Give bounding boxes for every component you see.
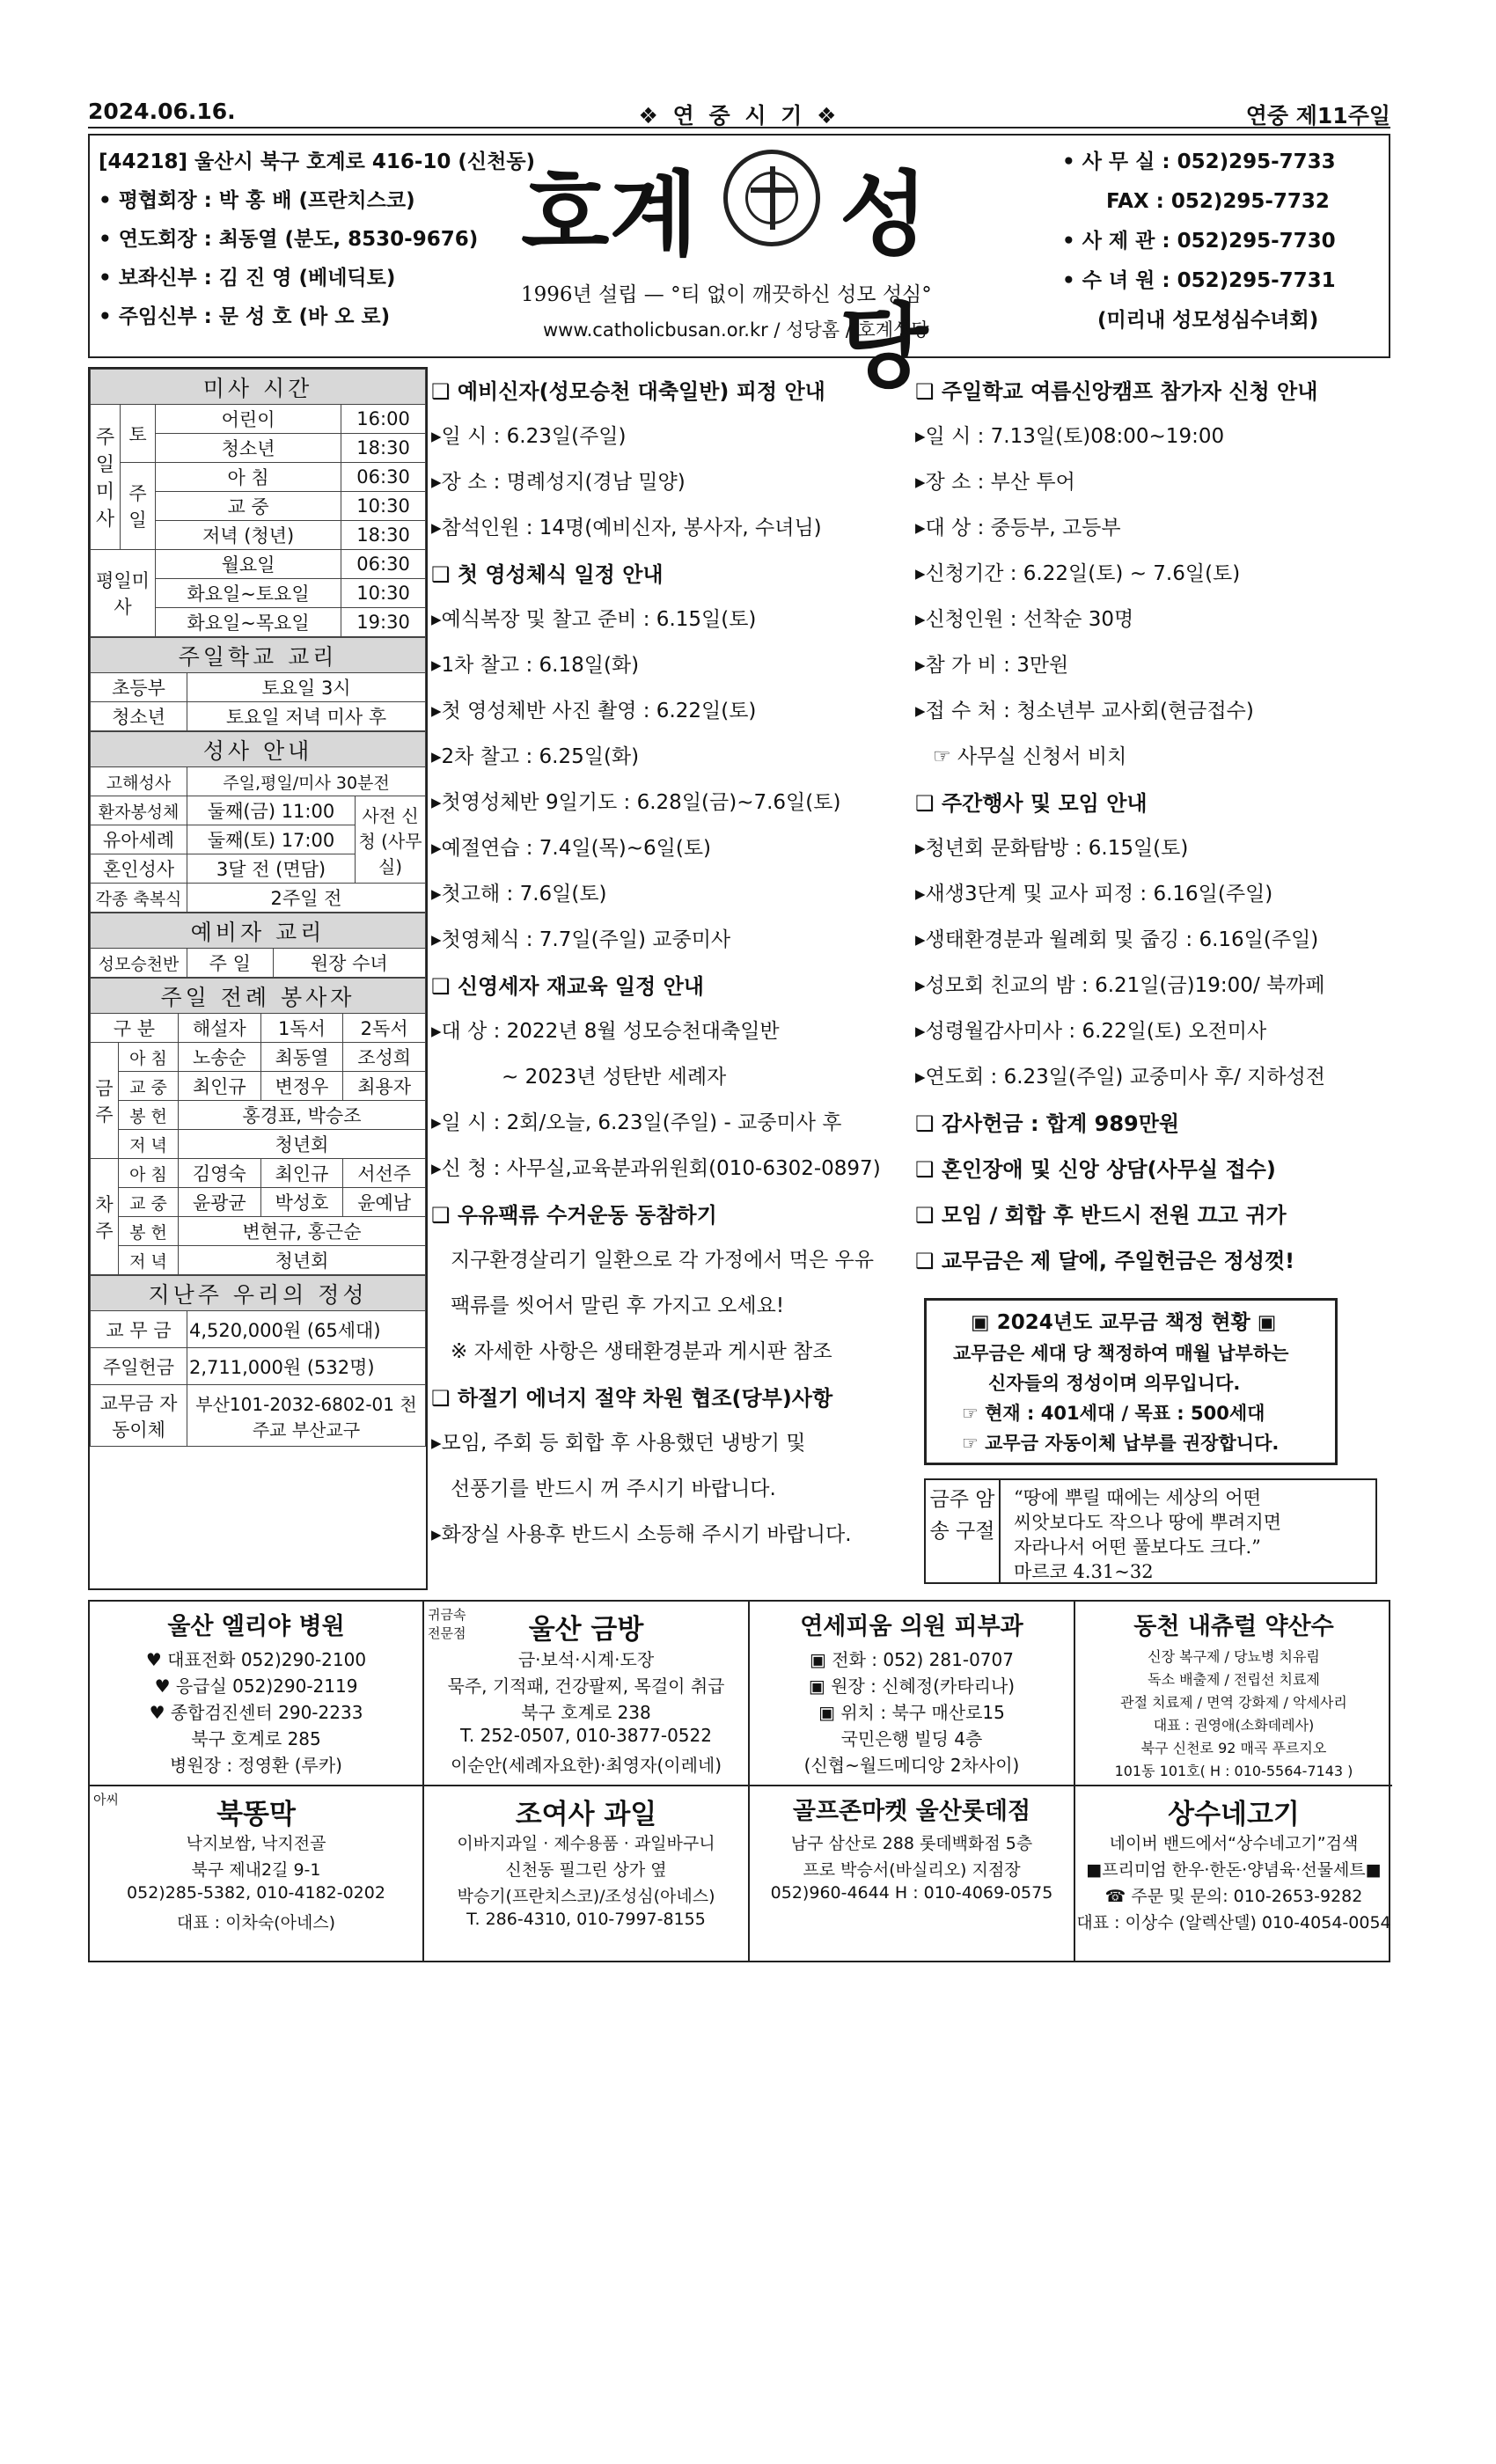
schedule-table [90, 369, 426, 637]
notice-line: ▸청년회 문화탐방 : 6.15일(토) [915, 837, 1189, 860]
server-name: 최인규 [178, 1072, 260, 1101]
server-slot: 아 침 [119, 1159, 179, 1188]
ad-block [424, 1786, 750, 1962]
notice-line: 선풍기를 반드시 꺼 주시기 바랍니다. [451, 1478, 776, 1500]
ad-line: 프로 박승서(바실리오) 지점장 [803, 1860, 1021, 1880]
offering-amount: 4,520,000원 (65세대) [187, 1311, 426, 1348]
ad-line: 병원장 : 정영환 (루카) [170, 1755, 342, 1776]
notice-line: ▸성령월감사미사 : 6.22일(토) 오전미사 [915, 1020, 1267, 1043]
mass-name: 어린이 [156, 405, 341, 434]
catechism-teacher: 원장 수녀 [273, 949, 425, 978]
memory-verse-label: 금주 암송 구절 [926, 1480, 1001, 1582]
ad-title: 울산 금방 [528, 1614, 644, 1646]
mass-name: 청소년 [156, 434, 341, 463]
mass-time: 18:30 [341, 434, 426, 463]
server-name: 최동열 [260, 1043, 343, 1072]
ad-block [90, 1602, 424, 1786]
server-name: 윤예남 [343, 1188, 426, 1217]
notice-heading: ❑ 신영세자 재교육 일정 안내 [431, 974, 704, 999]
mass-time: 10:30 [341, 492, 426, 521]
motto: 1996년 설립 — °티 없이 깨끗하신 성모 성심° [521, 283, 932, 306]
sunday-label: 주일 [121, 463, 156, 550]
notice-line: ▸신청기간 : 6.22일(토) ~ 7.6일(토) [915, 562, 1241, 585]
offering-table [90, 1275, 426, 1447]
ad-title: 상수네고기 [1168, 1799, 1300, 1830]
sacrament-name: 환자봉성체 [91, 796, 187, 825]
ad-block [424, 1602, 750, 1786]
ad-line: 이순안(세례자요한)·최영자(이레네) [450, 1755, 722, 1776]
servers-header: 구 분 [91, 1014, 179, 1043]
server-name: 노송순 [178, 1043, 260, 1072]
notice-heading: ❑ 감사헌금 : 합계 989만원 [915, 1111, 1180, 1136]
sacrament-time: 2주일 전 [187, 884, 426, 913]
notice-line: ▸일 시 : 2회/오늘, 6.23일(주일) - 교중미사 후 [431, 1111, 842, 1134]
mass-name: 화요일~토요일 [156, 579, 341, 608]
mass-time: 06:30 [341, 550, 426, 579]
server-name: 조성희 [343, 1043, 426, 1072]
ad-line: 북구 호계로 285 [191, 1728, 321, 1749]
mass-time: 16:00 [341, 405, 426, 434]
ad-line: (신협~월드메디앙 2차사이) [803, 1755, 1020, 1776]
title-part1: 호계 [521, 160, 698, 268]
notice-line: ▸첫영체식 : 7.7일(주일) 교중미사 [431, 928, 731, 951]
ad-pretitle: 귀금속 전문점 [428, 1607, 466, 1641]
offering-amount: 2,711,000원 (532명) [187, 1348, 426, 1385]
notice-line: ▸첫 영성체반 사진 촬영 : 6.22일(토) [431, 700, 757, 722]
top-bar [88, 95, 1390, 128]
council-president: • 평협회장 : 박 홍 배 (프란치스코) [99, 189, 415, 212]
sunday-mass-label: 주일미사 [91, 405, 121, 550]
rectory-phone: • 사 제 관 : 052)295-7730 [1062, 230, 1336, 253]
ad-block [1075, 1602, 1392, 1786]
server-name: 홍경표, 박승조 [178, 1101, 425, 1130]
ad-line: ▣ 원장 : 신혜정(카타리나) [808, 1676, 1016, 1697]
mass-time: 10:30 [341, 579, 426, 608]
notice-line: 지구환경살리기 일환으로 각 가정에서 먹은 우유 [451, 1249, 874, 1272]
verse-line: 자라나서 어떤 풀보다도 크다.” [1014, 1536, 1261, 1558]
server-name: 청년회 [178, 1130, 425, 1159]
server-name: 서선주 [343, 1159, 426, 1188]
catechism-day: 주 일 [187, 949, 274, 978]
ad-line: 북구 호계로 238 [521, 1702, 651, 1723]
sacrament-time: 주일,평일/미사 30분전 [187, 767, 426, 796]
ad-line: 박승기(프란치스코)/조성심(아네스) [457, 1887, 715, 1906]
notice-line: ▸신청인원 : 선착순 30명 [915, 608, 1134, 631]
ad-title: 연세피움 의원 피부과 [800, 1613, 1023, 1640]
pledge-line: ☞ 교무금 자동이체 납부를 권장합니다. [962, 1433, 1280, 1454]
server-name: 청년회 [178, 1246, 425, 1275]
notice-column-middle [431, 367, 915, 1590]
advertisements [88, 1600, 1390, 1962]
ad-line: 이바지과일 · 제수용품 · 과일바구니 [457, 1834, 715, 1853]
mass-name: 아 침 [156, 463, 341, 492]
school-title: 주일학교 교리 [91, 638, 426, 673]
ad-line: 052)960-4644 H : 010-4069-0575 [770, 1883, 1053, 1903]
pledge-line: 교무금은 세대 당 책정하여 매월 납부하는 [953, 1343, 1289, 1364]
server-slot: 저 녁 [119, 1246, 179, 1275]
notice-heading: ❑ 주일학교 여름신앙캠프 참가자 신청 안내 [915, 379, 1318, 404]
ad-line: ▣ 위치 : 북구 매산로15 [818, 1702, 1005, 1723]
notice-line: ▸첫고해 : 7.6일(토) [431, 883, 607, 906]
pledge-title: ▣ 2024년도 교무금 책정 현황 ▣ [971, 1311, 1277, 1334]
ad-line: 묵주, 기적패, 건강팔찌, 목걸이 취급 [447, 1676, 725, 1697]
weekday-mass-label: 평일미사 [91, 550, 156, 637]
school-table [90, 637, 426, 731]
mass-title: 미사 시간 [91, 370, 426, 405]
address: [44218] 울산시 북구 호계로 416-10 (신천동) [99, 150, 536, 173]
issue-date: 2024.06.16. [88, 99, 236, 124]
this-week-label: 금주 [91, 1043, 119, 1159]
ad-line: ■프리미엄 한우·한돈·양념육·선물세트■ [1086, 1860, 1382, 1880]
server-slot: 봉 헌 [119, 1217, 179, 1246]
server-name: 최인규 [260, 1159, 343, 1188]
office-phone: • 사 무 실 : 052)295-7733 [1062, 150, 1336, 173]
convent-phone: • 수 녀 원 : 052)295-7731 [1062, 269, 1336, 292]
mass-name: 화요일~목요일 [156, 608, 341, 637]
servers-header: 해설자 [178, 1014, 260, 1043]
mass-time: 18:30 [341, 521, 426, 550]
ad-block [1075, 1786, 1392, 1962]
notice-line: ▸예절연습 : 7.4일(목)~6일(토) [431, 837, 712, 860]
convent-name: (미리내 성모성심수녀회) [1097, 309, 1319, 332]
notice-line: ▸성모회 친교의 밤 : 6.21일(금)19:00/ 북까페 [915, 974, 1325, 997]
notice-line: ▸생태환경분과 월례회 및 줍깅 : 6.16일(주일) [915, 928, 1319, 951]
notice-line: ▸예식복장 및 찰고 준비 : 6.15일(토) [431, 608, 757, 631]
notice-heading: ❑ 우유팩류 수거운동 동참하기 [431, 1203, 717, 1228]
notice-heading: ❑ 주간행사 및 모임 안내 [915, 791, 1148, 816]
servers-header: 1독서 [260, 1014, 343, 1043]
pledge-line: ☞ 현재 : 401세대 / 목표 : 500세대 [962, 1403, 1265, 1424]
parish-info [99, 143, 535, 336]
contact-info [1062, 143, 1336, 341]
mass-time: 06:30 [341, 463, 426, 492]
ad-line: 북구 제내2길 9-1 [191, 1860, 321, 1880]
notice-line: ▸새생3단계 및 교사 피정 : 6.16일(주일) [915, 883, 1273, 906]
notice-line: ▸접 수 처 : 청소년부 교사회(현금접수) [915, 700, 1254, 722]
ad-block [750, 1786, 1075, 1962]
yeondo-president: • 연도회장 : 최동열 (분도, 8530-9676) [99, 228, 479, 251]
mass-name: 교 중 [156, 492, 341, 521]
mass-name: 월요일 [156, 550, 341, 579]
server-name: 김영숙 [178, 1159, 260, 1188]
fax: FAX : 052)295-7732 [1106, 190, 1330, 213]
ad-line: 남구 삼산로 288 롯데백화점 5층 [790, 1834, 1033, 1853]
notice-heading: ❑ 모임 / 회합 후 반드시 전원 끄고 귀가 [915, 1203, 1287, 1228]
server-name: 변현규, 홍근순 [178, 1217, 425, 1246]
school-time: 토요일 저녁 미사 후 [187, 702, 426, 731]
mass-name: 저녁 (청년) [156, 521, 341, 550]
notice-line: ▸화장실 사용후 반드시 소등해 주시기 바랍니다. [431, 1523, 852, 1546]
ad-block [750, 1602, 1075, 1786]
ad-title: 동천 내츄럴 약산수 [1133, 1613, 1334, 1640]
servers-header: 2독서 [343, 1014, 426, 1043]
ad-line: ♥ 대표전화 052)290-2100 [145, 1649, 367, 1670]
ad-line: 신천동 필그린 상가 옆 [505, 1860, 667, 1880]
sacrament-time: 둘째(토) 17:00 [187, 825, 356, 854]
catechism-table [90, 913, 426, 978]
school-group: 초등부 [91, 673, 187, 702]
mass-time: 19:30 [341, 608, 426, 637]
parish-seal-icon [723, 150, 820, 246]
offering-type: 교무금 자동이체 [91, 1385, 187, 1447]
saturday-label: 토 [121, 405, 156, 463]
notice-line: ▸첫영성체반 9일기도 : 6.28일(금)~7.6일(토) [431, 791, 841, 814]
notice-line: ▸참 가 비 : 3만원 [915, 654, 1069, 677]
sacrament-name: 유아세례 [91, 825, 187, 854]
offering-type: 주일헌금 [91, 1348, 187, 1385]
ad-line: 052)285-5382, 010-4182-0202 [127, 1883, 385, 1903]
verse-reference: 마르코 4.31~32 [1014, 1561, 1154, 1582]
ad-line: T. 286-4310, 010-7997-8155 [466, 1910, 706, 1929]
ad-line: 대표 : 권영애(소화데레사) [1153, 1717, 1315, 1734]
notice-line: ▸대 상 : 중등부, 고등부 [915, 517, 1121, 539]
notice-line: ☞ 사무실 신청서 비치 [933, 745, 1127, 768]
ad-line: T. 252-0507, 010-3877-0522 [460, 1725, 712, 1746]
ad-line: ☎ 주문 및 문의: 010-2653-9282 [1104, 1887, 1363, 1906]
catechism-class: 성모승천반 [91, 949, 187, 978]
notice-line: ▸장 소 : 명례성지(경남 밀양) [431, 471, 686, 494]
ad-title: 북똥막 [216, 1799, 296, 1830]
notice-line: ※ 자세한 사항은 생태환경분과 게시판 참조 [451, 1340, 832, 1363]
verse-line: 씨앗보다도 작으나 땅에 뿌려지면 [1014, 1512, 1282, 1533]
school-group: 청소년 [91, 702, 187, 731]
next-week-label: 차주 [91, 1159, 119, 1275]
server-name: 변정우 [260, 1072, 343, 1101]
ad-title: 울산 엘리야 병원 [167, 1613, 345, 1640]
notice-heading: ❑ 교무금은 제 달에, 주일헌금은 정성껏! [915, 1249, 1295, 1273]
ad-line: 대표 : 이차숙(아네스) [176, 1913, 336, 1932]
sacrament-note: 사전 신청 (사무실) [356, 796, 426, 884]
notice-heading: ❑ 혼인장애 및 신앙 상담(사무실 접수) [915, 1157, 1276, 1182]
ad-line: 네이버 밴드에서“상수네고기”검색 [1109, 1834, 1359, 1853]
sacrament-time: 둘째(금) 11:00 [187, 796, 356, 825]
notice-line: ▸1차 찰고 : 6.18일(화) [431, 654, 640, 677]
verse-line: “땅에 뿌릴 때에는 세상의 어떤 [1014, 1487, 1261, 1508]
catechism-title: 예비자 교리 [91, 913, 426, 949]
server-slot: 교 중 [119, 1188, 179, 1217]
server-slot: 아 침 [119, 1043, 179, 1072]
ad-pretitle: 아씨 [93, 1792, 119, 1808]
sacrament-table [90, 731, 426, 913]
ad-line: 금·보석·시계·도장 [517, 1649, 655, 1670]
notice-heading: ❑ 첫 영성체식 일정 안내 [431, 562, 664, 587]
sacrament-name: 각종 축복식 [91, 884, 187, 913]
notice-line: ▸장 소 : 부산 투어 [915, 471, 1075, 494]
server-name: 박성호 [260, 1188, 343, 1217]
notice-line: ▸신 청 : 사무실,교육분과위원회(010-6302-0897) [431, 1157, 881, 1180]
memory-verse-box [924, 1478, 1377, 1584]
notice-line: ~ 2023년 성탄반 세례자 [502, 1066, 727, 1089]
pastor: • 주임신부 : 문 성 호 (바 오 로) [99, 305, 391, 328]
school-time: 토요일 3시 [187, 673, 426, 702]
ad-line: 신장 복구제 / 당뇨병 치유림 [1148, 1648, 1320, 1665]
notice-line: ▸일 시 : 7.13일(토)08:00~19:00 [915, 425, 1225, 448]
season: ❖ 연 중 시 기 ❖ [638, 103, 840, 128]
servers-table [90, 978, 426, 1275]
notice-line: ▸대 상 : 2022년 8월 성모승천대축일반 [431, 1020, 780, 1043]
servers-title: 주일 전례 봉사자 [91, 979, 426, 1014]
ad-title: 조여사 과일 [515, 1799, 657, 1830]
notice-heading: ❑ 예비신자(성모승천 대축일반) 피정 안내 [431, 379, 825, 404]
sacrament-time: 3달 전 (면담) [187, 854, 356, 884]
sacrament-name: 고해성사 [91, 767, 187, 796]
ad-line: 101동 101호( H : 010-5564-7143 ) [1114, 1763, 1353, 1779]
server-slot: 봉 헌 [119, 1101, 179, 1130]
server-slot: 저 녁 [119, 1130, 179, 1159]
pledge-line: 신자들의 정성이며 의무입니다. [988, 1373, 1241, 1394]
notice-heading: ❑ 하절기 에너지 절약 차원 협조(당부)사항 [431, 1386, 833, 1411]
notice-line: 팩류를 씻어서 말린 후 가지고 오세요! [451, 1294, 785, 1317]
ad-line: 관절 치료제 / 면역 강화제 / 악세사리 [1120, 1694, 1347, 1711]
schedule-column [88, 367, 428, 1590]
ad-title: 골프존마켓 울산롯데점 [792, 1798, 1031, 1825]
notice-line: ▸2차 찰고 : 6.25일(화) [431, 745, 640, 768]
pledge-status-box [924, 1298, 1338, 1465]
notice-line: ▸참석인원 : 14명(예비신자, 봉사자, 수녀님) [431, 517, 822, 539]
liturgical-week: 연중 제11주일 [1245, 103, 1390, 128]
notice-line: ▸일 시 : 6.23일(주일) [431, 425, 627, 448]
ad-block [90, 1786, 424, 1962]
notice-line: ▸모임, 주회 등 회합 후 사용했던 냉방기 및 [431, 1432, 806, 1455]
ad-line: 독소 배출제 / 전립선 치료제 [1148, 1671, 1320, 1688]
server-slot: 교 중 [119, 1072, 179, 1101]
assistant-priest: • 보좌신부 : 김 진 영 (베네딕토) [99, 267, 396, 290]
website-link[interactable]: www.catholicbusan.or.kr / 성당홈 / 호계성당 [543, 319, 929, 341]
offering-title: 지난주 우리의 정성 [91, 1276, 426, 1311]
ad-line: ♥ 종합검진센터 290-2233 [149, 1702, 363, 1723]
ad-line: ▣ 전화 : 052) 281-0707 [810, 1649, 1014, 1670]
bank-account: 부산101-2032-6802-01 천주교 부산교구 [187, 1385, 426, 1447]
sacrament-title: 성사 안내 [91, 732, 426, 767]
ad-line: 낙지보쌈, 낙지전골 [186, 1834, 326, 1853]
ad-line: 대표 : 이상수 (알렉산델) 010-4054-0054 [1076, 1913, 1391, 1932]
ad-line: 국민은행 빌딩 4층 [840, 1728, 983, 1749]
notice-line: ▸연도회 : 6.23일(주일) 교중미사 후/ 지하성전 [915, 1066, 1326, 1089]
sacrament-name: 혼인성사 [91, 854, 187, 884]
ad-line: ♥ 응급실 052)290-2119 [154, 1676, 358, 1697]
offering-type: 교 무 금 [91, 1311, 187, 1348]
server-name: 최용자 [343, 1072, 426, 1101]
ad-line: 북구 신천로 92 매곡 푸르지오 [1140, 1740, 1327, 1756]
server-name: 윤광균 [178, 1188, 260, 1217]
title-part2: 성당 [840, 160, 928, 400]
